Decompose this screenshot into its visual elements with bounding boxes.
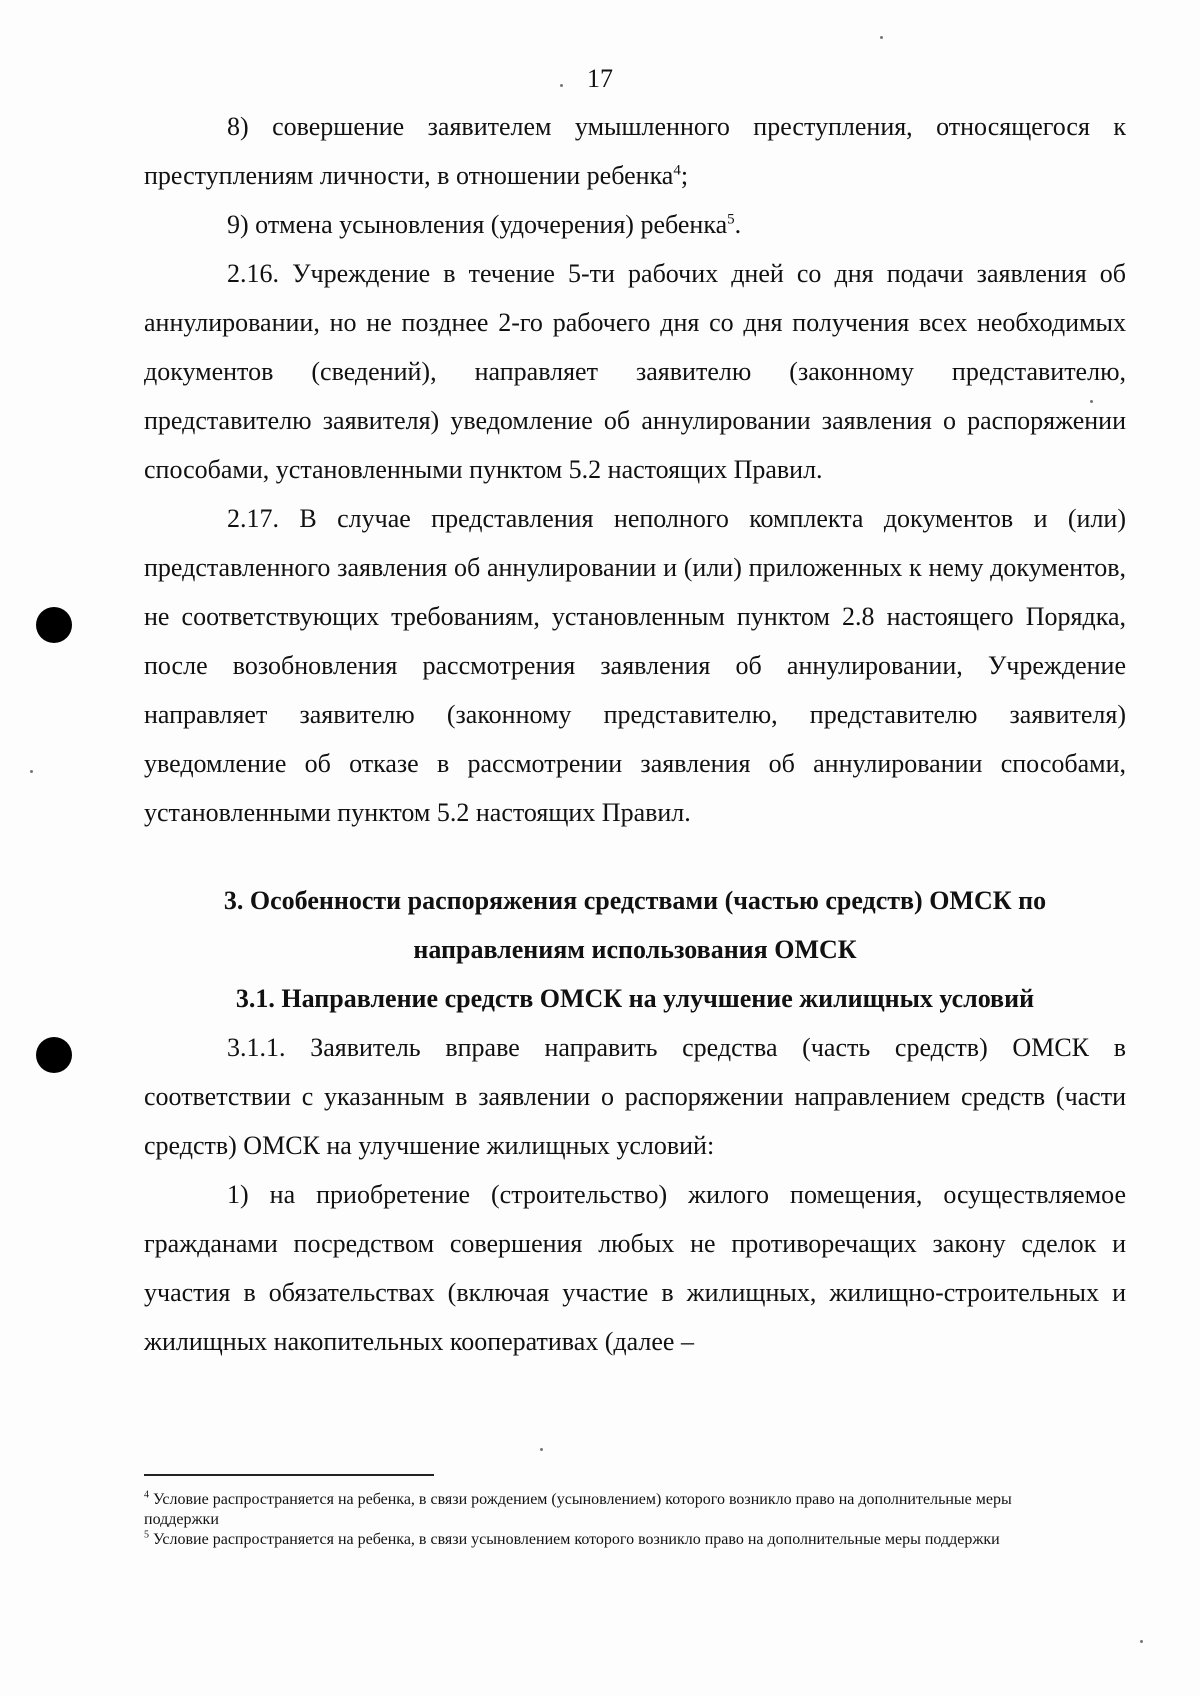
subsection-heading-3-1: 3.1. Направление средств ОМСК на улучшение жилищных условий [235, 984, 1035, 1013]
footnote-4 [144, 1490, 1084, 1530]
scan-speck [560, 84, 563, 87]
page-number: 17 [587, 64, 613, 93]
paragraph-tail: . [734, 210, 742, 239]
spacer [144, 837, 1126, 876]
footnote-5 [144, 1530, 1084, 1550]
punch-hole [36, 607, 72, 643]
scan-speck [1140, 1640, 1143, 1643]
section-heading-3: 3. Особенности распоряжения средствами (частью средств) ОМСК по направлениям использования ОМСК [223, 886, 1047, 964]
scan-speck [30, 770, 33, 773]
footnote-divider [144, 1474, 434, 1476]
punch-hole [36, 1037, 72, 1073]
paragraph-text: 9) отмена усыновления (удочерения) ребенка [227, 210, 728, 239]
scan-speck [1090, 400, 1093, 403]
footnote-text: Условие распространяется на ребенка, в связи усыновлением которого возникло право на дополнительные меры поддержки [149, 1531, 1000, 1548]
paragraph-3-1-1: 3.1.1. Заявитель вправе направить средства (часть средств) ОМСК в соответствии с указанным в заявлении о распоряжении направлением средств (части средств) ОМСК на улучшение жилищных условий: [144, 1033, 1126, 1160]
paragraph-item-9 [144, 200, 1126, 249]
scan-speck [540, 1448, 543, 1451]
footnotes [144, 1490, 1084, 1550]
paragraph-2-16: 2.16. Учреждение в течение 5-ти рабочих дней со дня подачи заявления об аннулировании, но не позднее 2-го рабочего дня со дня получения всех необходимых документов (сведений), направляет заявителю (законному представителю, представителю заявителя) уведомление об аннулировании заявления о распоряжении способами, установленными пунктом 5.2 настоящих Правил. [144, 259, 1126, 484]
paragraph-text: 8) совершение заявителем умышленного преступления, относящегося к преступлениям личности, в отношении ребенка [144, 112, 1126, 190]
scan-speck [880, 36, 883, 39]
footnote-mark: 5 [144, 1529, 149, 1541]
footnote-text: Условие распространяется на ребенка, в связи рождением (усыновлением) которого возникло право на дополнительные меры поддержки [144, 1491, 1012, 1528]
paragraph-tail: ; [680, 161, 689, 190]
footnote-mark: 4 [144, 1489, 149, 1501]
paragraph-item-1: 1) на приобретение (строительство) жилого помещения, осуществляемое гражданами посредством совершения любых не противоречащих закону сделок и участия в обязательствах (включая участие в жилищных, жилищно-строительных и жилищных накопительных кооперативах (далее – [144, 1180, 1126, 1356]
paragraph-2-17: 2.17. В случае представления неполного комплекта документов и (или) представленного заявления об аннулировании и (или) приложенных к нему документов, не соответствующих требованиям, установленным пунктом 2.8 настоящего Порядка, после возобновления рассмотрения заявления об аннулировании, Учреждение направляет заявителю (законному представителю, представителю заявителя) уведомление об отказе в рассмотрении заявления об аннулировании способами, установленными пунктом 5.2 настоящих Правил. [144, 504, 1126, 827]
document-body [144, 102, 1126, 1366]
paragraph-item-8 [144, 102, 1126, 200]
footnote-ref-5: 5 [727, 211, 735, 228]
footnote-ref-4: 4 [673, 162, 681, 179]
